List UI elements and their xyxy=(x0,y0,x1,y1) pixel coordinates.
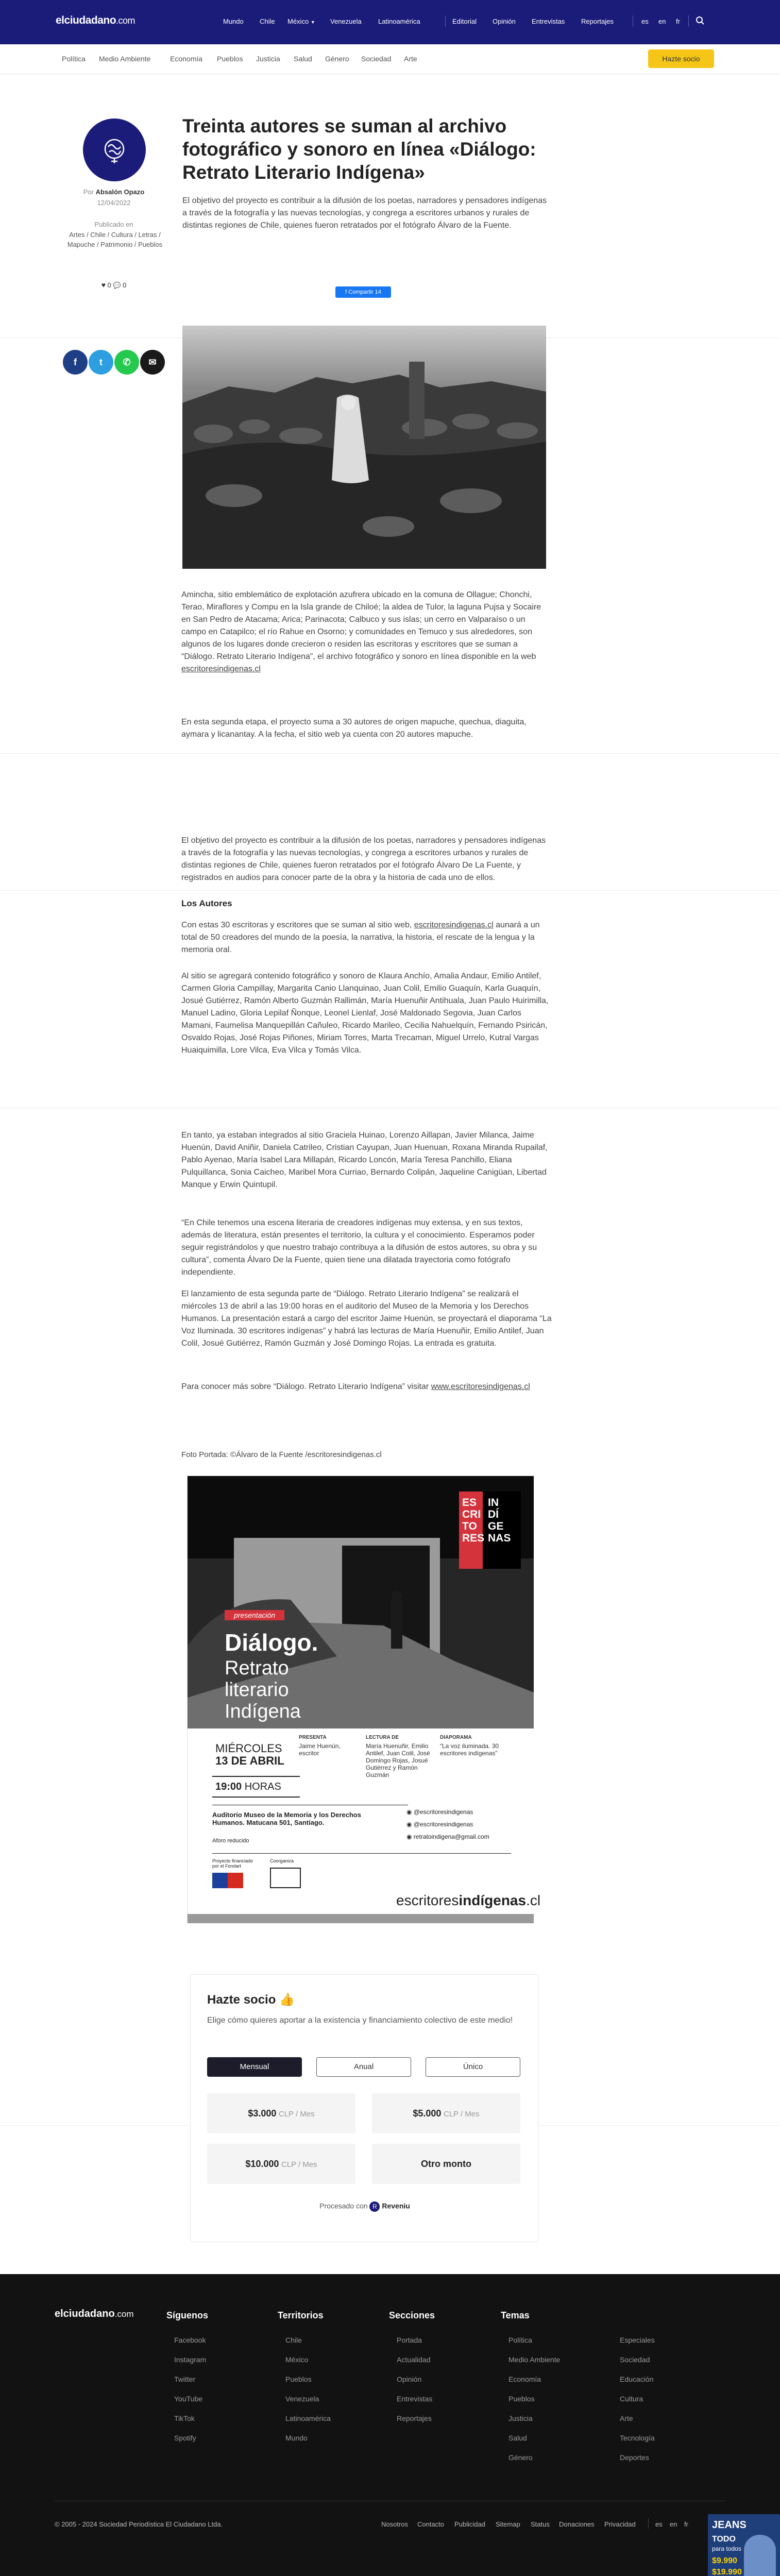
facebook-icon: ◉ xyxy=(406,1821,414,1828)
event-poster xyxy=(187,1476,541,1923)
socio-description: Elige cómo quieres aportar a la existencia y financiamiento colectivo de este medio! xyxy=(207,2016,513,2025)
nav-editorial[interactable]: Editorial xyxy=(452,18,477,25)
nav-latinoamerica[interactable]: Latinoamérica xyxy=(378,18,420,25)
article-paragraph: En tanto, ya estaban integrados al sitio Graciela Huinao, Lorenzo Aillapan, Javier Milanca, Jaime Huenún, David Aniñir, Daniela Catrileo, Cristian Cayupan, Juan Huenuan, Roxana Miranda Rupailaf, Pablo Ayenao, María Isabel Lara Millapán, Ricardo Loncón, María Teresa Panchillo, Eliana Pulquillanca, Sonia Caicheo, Maribel Mora Curriao, Bernardo Colipán, Jaqueline Canigüan, Libertad Manque y Erwin Quintupil. xyxy=(181,1131,548,1189)
footer-politica[interactable]: Política xyxy=(508,2336,532,2344)
footer-lang-es[interactable]: es xyxy=(655,2520,663,2528)
facebook-share-button[interactable]: f Compartir 14 xyxy=(335,286,391,298)
search-icon[interactable] xyxy=(696,16,705,28)
footer-salud[interactable]: Salud xyxy=(508,2434,527,2442)
footer-actualidad[interactable]: Actualidad xyxy=(397,2355,431,2364)
instagram-icon: ◉ xyxy=(406,1808,414,1816)
footer-educacion[interactable]: Educación xyxy=(620,2375,654,2383)
poster-website: escritoresindígenas.cl xyxy=(396,1892,541,1908)
nav-mexico[interactable]: México ▼ xyxy=(287,18,315,25)
poster-logo-text: TO xyxy=(462,1520,477,1532)
reactions xyxy=(56,280,172,291)
footer-donaciones[interactable]: Donaciones xyxy=(559,2520,595,2528)
footer-tecnologia[interactable]: Tecnología xyxy=(620,2434,655,2442)
poster-contacts: ◉ @escritoresindigenas ◉ @escritoresindigenas ◉ retratoindigena@gmail.com xyxy=(406,1808,489,1840)
footer-venezuela[interactable]: Venezuela xyxy=(285,2395,319,2403)
poster-info xyxy=(188,1728,541,1923)
footer-latinoamerica[interactable]: Latinoamérica xyxy=(285,2414,331,2422)
poster-brand-block xyxy=(459,1492,521,1569)
museo-logo-icon xyxy=(270,1868,301,1888)
footer-opinion[interactable]: Opinión xyxy=(397,2375,422,2383)
poster-title: Diálogo. xyxy=(225,1629,318,1656)
footer-portada[interactable]: Portada xyxy=(397,2336,422,2344)
escritores-link[interactable]: escritoresindigenas.cl xyxy=(414,921,494,929)
poster-lectura: LECTURA DE María Huenuñir, Emilio Antilef, Juan Colil, José Domingo Rojas, Josué Gutiérrez y Ramón Guzmán xyxy=(366,1735,430,1778)
poster-fondart: Proyecto financiado por el Fondart xyxy=(212,1858,253,1869)
socio-title: Hazte socio 👍 xyxy=(207,1993,295,2007)
lang-es[interactable]: es xyxy=(641,18,649,25)
footer-publicidad[interactable]: Publicidad xyxy=(454,2520,485,2528)
poster-day: MIÉRCOLES xyxy=(215,1742,282,1755)
footer-sociedad[interactable]: Sociedad xyxy=(620,2355,650,2364)
reveniu-logo-icon: R xyxy=(369,2201,380,2212)
photo-caption: Foto Portada: ©Álvaro de la Fuente /escritoresindigenas.cl xyxy=(181,1450,382,1459)
category-list[interactable]: Artes / Chile / Cultura / Letras / Mapuche / Patrimonio / Pueblos xyxy=(67,231,163,248)
article-paragraph: Aminchа, sitio emblemático de explotación azufrera ubicado en la comuna de Ollague; Chonchi, Terao, Miraflores y Compu en la Isla grande de Chiloé; la aldea de Tulor, la laguna Pujsa y Socaire en San Pedro de Atacama; Arica; Parinacota; Calbuco y sus islas; un cerro en Valparaíso o un campo en Catapilco; el río Rahue en Osorno; y comunidades en Temuco y sus alrededores, son algunos de los lugares donde crecieron o residen las escritoras y escritores que se suman a “Diálogo. Retrato Literario Indígena”, el archivo fotográfico y sonoro en línea disponible en la web escritoresindigenas.cl xyxy=(181,590,541,673)
footer-medio-ambiente[interactable]: Medio Ambiente xyxy=(508,2355,561,2364)
footer-nosotros[interactable]: Nosotros xyxy=(381,2520,409,2528)
footer-privacidad[interactable]: Privacidad xyxy=(604,2520,636,2528)
autores-heading: Los Autores xyxy=(181,899,232,908)
subnav-medio-ambiente[interactable]: Medio Ambiente xyxy=(99,55,151,63)
brain-logo-icon xyxy=(99,134,130,165)
ad-brand: JEANS xyxy=(712,2519,747,2531)
footer-justicia[interactable]: Justicia xyxy=(508,2414,533,2422)
footer-arte[interactable]: Arte xyxy=(620,2414,633,2422)
nav-mundo[interactable]: Mundo xyxy=(223,18,244,25)
nav-divider xyxy=(445,15,446,27)
article-paragraph: El objetivo del proyecto es contribuir a la difusión de los poetas, narradores y pensadores indígenas a través de la fotografía y las nuevas tecnologías, y congrega a escritores urbanos y rurales de distintas regiones de Chile, quienes fueron retratados por el fotógrafo Álvaro De La Fuente, y registrados en audios para conocer parte de la obra y la historia de cada uno de ellos. xyxy=(181,836,546,882)
share-facebook-icon[interactable]: f xyxy=(63,350,88,375)
footer-lang-en[interactable]: en xyxy=(670,2520,677,2528)
site-footer xyxy=(0,2274,780,2576)
footer-mundo[interactable]: Mundo xyxy=(285,2434,308,2442)
author-link[interactable]: Absalón Opazo xyxy=(95,188,145,196)
section-divider xyxy=(0,890,780,891)
nav-opinion[interactable]: Opinión xyxy=(493,18,516,25)
footer-genero[interactable]: Género xyxy=(508,2453,533,2462)
footer-siguenos-heading: Síguenos xyxy=(166,2310,209,2320)
hazte-socio-button[interactable]: Hazte socio xyxy=(648,49,714,68)
footer-mexico[interactable]: México xyxy=(285,2355,309,2364)
footer-copyright: © 2005 - 2024 Sociedad Periodística El Ciudadano Ltda. xyxy=(55,2520,223,2528)
article-title: Treinta autores se suman al archivo fotográfico y sonoro en línea «Diálogo: Retrato Literario Indígena» xyxy=(182,115,536,183)
share-email-icon[interactable]: ✉ xyxy=(140,350,165,375)
poster-logo-text: IN xyxy=(488,1497,499,1509)
footer-reportajes[interactable]: Reportajes xyxy=(397,2414,432,2422)
lang-en[interactable]: en xyxy=(658,18,666,25)
footer-pueblos[interactable]: Pueblos xyxy=(285,2375,312,2383)
ad-line1: TODO xyxy=(712,2535,736,2544)
publish-date: 12/04/2022 xyxy=(97,199,131,207)
footer-logo[interactable]: elciudadano.com xyxy=(55,2308,134,2319)
escritores-link[interactable]: escritoresindigenas.cl xyxy=(181,665,261,673)
article-paragraph: Para conocer más sobre “Diálogo. Retrato Literario Indígena” visitar www.escritoresindigenas.cl xyxy=(181,1382,530,1391)
poster-logo-text: NAS xyxy=(488,1532,511,1544)
share-twitter-icon[interactable]: t xyxy=(89,350,113,375)
footer-lang-fr[interactable]: fr xyxy=(684,2520,688,2528)
article-main-photo xyxy=(182,326,546,569)
author-avatar[interactable] xyxy=(83,118,146,181)
tab-mensual[interactable]: Mensual xyxy=(207,2057,302,2077)
poster-date: 13 DE ABRIL xyxy=(215,1754,284,1767)
subnav-sociedad[interactable]: Sociedad xyxy=(361,55,392,63)
subnav-economia[interactable]: Economía xyxy=(170,55,203,63)
nav-entrevistas[interactable]: Entrevistas xyxy=(532,18,565,25)
footer-secciones-heading: Secciones xyxy=(389,2310,435,2320)
footer-status[interactable]: Status xyxy=(531,2520,550,2528)
nav-reportajes[interactable]: Reportajes xyxy=(581,18,614,25)
facebook-icon: f xyxy=(345,289,349,295)
share-whatsapp-icon[interactable]: ✆ xyxy=(114,350,139,375)
footer-territorios-heading: Territorios xyxy=(278,2310,324,2320)
top-navbar xyxy=(0,0,780,44)
nav-divider xyxy=(688,15,689,27)
published-label: Publicado en xyxy=(94,221,133,228)
processed-by: Procesado con R Reveniu xyxy=(191,2201,539,2212)
lang-fr[interactable]: fr xyxy=(676,18,680,25)
escritores-website-link[interactable]: www.escritoresindigenas.cl xyxy=(431,1382,530,1391)
subnav-pueblos[interactable]: Pueblos xyxy=(217,55,243,63)
footer-youtube[interactable]: YouTube xyxy=(174,2395,203,2403)
footer-instagram[interactable]: Instagram xyxy=(174,2355,207,2364)
amount-option-5000[interactable]: $5.000 CLP / Mes xyxy=(372,2093,520,2133)
comments-count: 0 xyxy=(123,281,127,289)
footer-twitter[interactable]: Twitter xyxy=(174,2375,196,2383)
poster-logo-text: ES xyxy=(462,1497,477,1509)
article-paragraph: Con estas 30 escritoras y escritores que se suman al sitio web, escritoresindigenas.cl aunará a un total de 50 creadores del mundo de la poesía, la narrativa, la historia, el rescate de la lengua y la memoria oral. xyxy=(181,921,540,954)
corner-ad[interactable] xyxy=(708,2514,780,2576)
footer-especiales[interactable]: Especiales xyxy=(620,2336,655,2344)
footer-spotify[interactable]: Spotify xyxy=(174,2434,196,2442)
tab-unico[interactable]: Único xyxy=(426,2057,520,2077)
subnav-salud[interactable]: Salud xyxy=(294,55,312,63)
ad-line2: para todos xyxy=(712,2545,741,2552)
poster-venue: Auditorio Museo de la Memoria y los Derechos Humanos. Matucana 501, Santiago. xyxy=(212,1811,361,1826)
article-paragraph: Al sitio se agregará contenido fotográfico y sonoro de Klaura Anchío, Amalia Andaur, Emilio Antilef, Carmen Gloria Campillay, Margarita Canio Llanquinao, Juan Colil, Emilio Guaquín, Karla Guaquín, Josué Gutiérrez, Ramón Alberto Guzmán Rallimán, María Huenuñir Antihuala, Juan Paulo Huirimilla, Manuel Ladino, Gloria Lepilaf Ñonque, Leonel Lienlaf, José Maldonado Segovia, Juan Carlos Mamani, Faumelisa Manquepillán Cañuleo, Ricardo Marileo, Cecilia Nahuelquín, Fernando Psiricán, Osvaldo Rojas, José Rojas Piñones, Miriam Torres, Marta Trecaman, Miguel Urrelo, Kutral Vargas Huaiquimilla, Lore Vilca, Eva Vilca y Tomás Vilca. xyxy=(181,972,549,1055)
footer-temas-heading: Temas xyxy=(501,2310,530,2320)
footer-deportes[interactable]: Deportes xyxy=(620,2453,649,2462)
mail-icon: ◉ xyxy=(406,1833,414,1840)
footer-contacto[interactable]: Contacto xyxy=(417,2520,445,2528)
author-line: Por Absalón Opazo xyxy=(83,188,145,196)
footer-pueblos-tema[interactable]: Pueblos xyxy=(508,2395,535,2403)
subnav-arte[interactable]: Arte xyxy=(404,55,417,63)
poster-presenta: PRESENTA Jaime Huenún, escritor xyxy=(299,1735,341,1757)
poster-diaporama: DIAPORAMA “La voz iluminada. 30 escritores indígenas” xyxy=(440,1735,499,1757)
article-intro: El objetivo del proyecto es contribuir a la difusión de los poetas, narradores y pensadores indígenas a través de la fotografía y las nuevas tecnologías, y congrega a escritores urbanos y rurales de distintas regiones de Chile, quienes fueron retratados por el fotógrafo Álvaro de la Fuente. xyxy=(182,196,547,230)
comment-icon[interactable]: 💬 xyxy=(113,282,121,289)
nav-venezuela[interactable]: Venezuela xyxy=(330,18,362,25)
subnav-genero[interactable]: Género xyxy=(325,55,349,63)
heart-icon[interactable]: ♥ xyxy=(101,281,106,289)
ad-model-image xyxy=(744,2535,776,2576)
section-divider xyxy=(0,753,780,754)
ad-price2: $19.990 xyxy=(712,2568,742,2576)
ad-price: $9.990 xyxy=(712,2556,737,2565)
footer-entrevistas[interactable]: Entrevistas xyxy=(397,2395,433,2403)
likes-count: 0 xyxy=(107,281,111,289)
article-paragraph: “En Chile tenemos una escena literaria de creadores indígenas muy extensa, y en sus textos, además de literatura, están presentes el territorio, la cultura y el conocimiento. Esperamos poder seguir registrándolos y que nuestro trabajo contribuya a la difusión de estos autores, su obra y su cultura”, comenta Álvaro De la Fuente, quien tiene una dilatada trayectoria como fotógrafo independiente. xyxy=(181,1218,537,1277)
hazte-socio-card xyxy=(190,1974,538,2242)
nav-chile[interactable]: Chile xyxy=(260,18,275,25)
poster-coorganiza: Coorganiza xyxy=(270,1858,294,1863)
article-paragraph: El lanzamiento de esta segunda parte de “Diálogo. Retrato Literario Indígena” se realizará el miércoles 13 de abril a las 19:00 horas en el auditorio del Museo de la Memoria y los Derechos Humanos. La presentación estará a cargo del escritor Jaime Huenún, se proyectará el diaporama “La Voz Iluminada. 30 escritores indígenas” y habrá las lecturas de María Huenuñir, Emilio Antilef, Juan Colil, Josué Gutiérrez, Ramón Guzmán y José Domingo Rojas. La entrada es gratuita. xyxy=(181,1290,552,1348)
tab-anual[interactable]: Anual xyxy=(316,2057,411,2077)
amount-option-3000[interactable]: $3.000 CLP / Mes xyxy=(207,2093,355,2133)
amount-option-otro[interactable]: Otro monto xyxy=(372,2144,520,2184)
footer-economia[interactable]: Economía xyxy=(508,2375,541,2383)
poster-presentacion: presentación xyxy=(225,1610,284,1620)
site-logo[interactable]: elciudadano.com xyxy=(56,14,135,26)
footer-chile[interactable]: Chile xyxy=(285,2336,302,2344)
chevron-down-icon: ▼ xyxy=(310,20,315,25)
poster-subtitle: Retrato literario Indígena xyxy=(225,1657,301,1722)
poster-logo-text: GE xyxy=(488,1520,504,1532)
poster-logo-text: RES xyxy=(462,1532,485,1544)
footer-tiktok[interactable]: TikTok xyxy=(174,2414,195,2422)
gobierno-logo-icon xyxy=(212,1873,243,1904)
footer-facebook[interactable]: Facebook xyxy=(174,2336,206,2344)
thumbs-up-icon: 👍 xyxy=(279,1993,295,2007)
footer-sitemap[interactable]: Sitemap xyxy=(496,2520,520,2528)
subnav-justicia[interactable]: Justicia xyxy=(256,55,280,63)
footer-cultura[interactable]: Cultura xyxy=(620,2395,643,2403)
poster-logo-text: CRI xyxy=(462,1509,481,1520)
subnav-politica[interactable]: Política xyxy=(62,55,86,63)
poster-hour: 19:00 HORAS xyxy=(215,1781,281,1792)
poster-cupo: Aforo reducido xyxy=(212,1838,249,1844)
article-paragraph: En esta segunda etapa, el proyecto suma a 30 autores de origen mapuche, quechua, diaguita, aymara y licanantay. A la fecha, el sitio web ya cuenta con 20 autores mapuche. xyxy=(181,718,527,739)
amount-option-10000[interactable]: $10.000 CLP / Mes xyxy=(207,2144,355,2184)
poster-logo-text: DÍ xyxy=(488,1509,499,1520)
